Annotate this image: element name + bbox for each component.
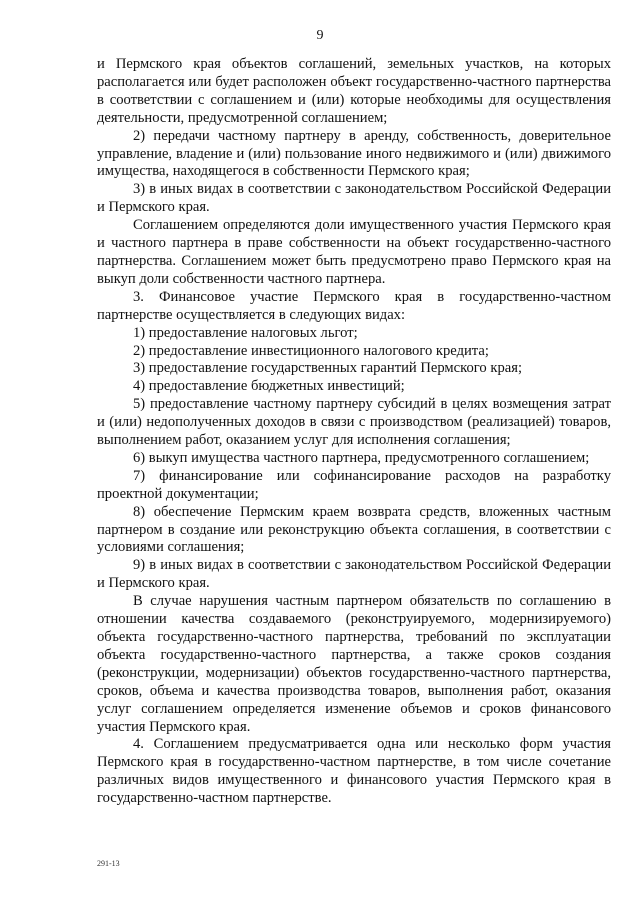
paragraph-ownership-shares: Соглашением определяются доли имущественного участия Пермского края и частного партнера в праве собственности на объект государственно-частного партнерства. Соглашением может быть предусмотрено право Пермского края на выкуп доли собственности частного партнера.: [97, 217, 611, 287]
list-item-funds-return: 8) обеспечение Пермским краем возврата средств, вложенных частным партнером в создание или реконструкцию объекта соглашения, в соответствии с условиями соглашения;: [97, 503, 611, 556]
paragraph-continuation: и Пермского края объектов соглашений, земельных участков, на которых располагается или будет расположен объект государственно-частного партнерства в соответствии с соглашением и (или) которые необходимы для осуществления деятельности, предусмотренной соглашением;: [97, 56, 611, 126]
paragraph-item-2-transfer: 2) передачи частному партнеру в аренду, собственность, доверительное управление, владение и (или) пользование иного недвижимого и (или) движимого имущества, находящегося в собственности Пермского края;: [97, 127, 611, 180]
paragraph-violation-terms: В случае нарушения частным партнером обязательств по соглашению в отношении качества создаваемого (реконструируемого, модернизируемого) объекта государственно-частного партнерства, требований по эксплуатации объекта государственно-частного партнерства, а также сроков создания (реконструкции, модернизации) объектов государственно-частного партнерства, сроков, объема и качества производства товаров, выполнения работ, оказания услуг соглашением определяется изменение объемов и сроков финансового участия Пермского края.: [97, 593, 611, 735]
paragraph-section-3-heading: 3. Финансовое участие Пермского края в государственно-частном партнерстве осуществляется в следующих видах:: [97, 288, 611, 323]
document-footer-code: 291-13: [97, 859, 120, 868]
paragraph-section-4: 4. Соглашением предусматривается одна или несколько форм участия Пермского края в государственно-частном партнерстве, в том числе сочетание различных видов имущественного и финансового участия Пермского края в государственно-частном партнерстве.: [97, 736, 611, 807]
list-item-tax-benefits: 1) предоставление налоговых льгот;: [133, 324, 358, 341]
document-body: [97, 56, 611, 808]
list-item-budget-investments: 4) предоставление бюджетных инвестиций;: [133, 378, 405, 395]
list-item-subsidies: 5) предоставление частному партнеру субсидий в целях возмещения затрат и (или) недополученных доходов в связи с производством (реализацией) товаров, выполнением работ, оказанием услуг для исполнения соглашения;: [97, 396, 611, 449]
page-number: 9: [316, 28, 324, 43]
list-item-investment-tax-credit: 2) предоставление инвестиционного налогового кредита;: [133, 342, 489, 359]
list-item-state-guarantees: 3) предоставление государственных гарантий Пермского края;: [133, 360, 522, 377]
list-item-design-financing: 7) финансирование или софинансирование расходов на разработку проектной документации;: [97, 467, 611, 502]
list-item-property-buyout: 6) выкуп имущества частного партнера, предусмотренного соглашением;: [133, 449, 590, 466]
paragraph-item-3-other-forms: 3) в иных видах в соответствии с законодательством Российской Федерации и Пермского края.: [97, 181, 611, 216]
list-item-other-forms: 9) в иных видах в соответствии с законодательством Российской Федерации и Пермского края.: [97, 557, 611, 592]
